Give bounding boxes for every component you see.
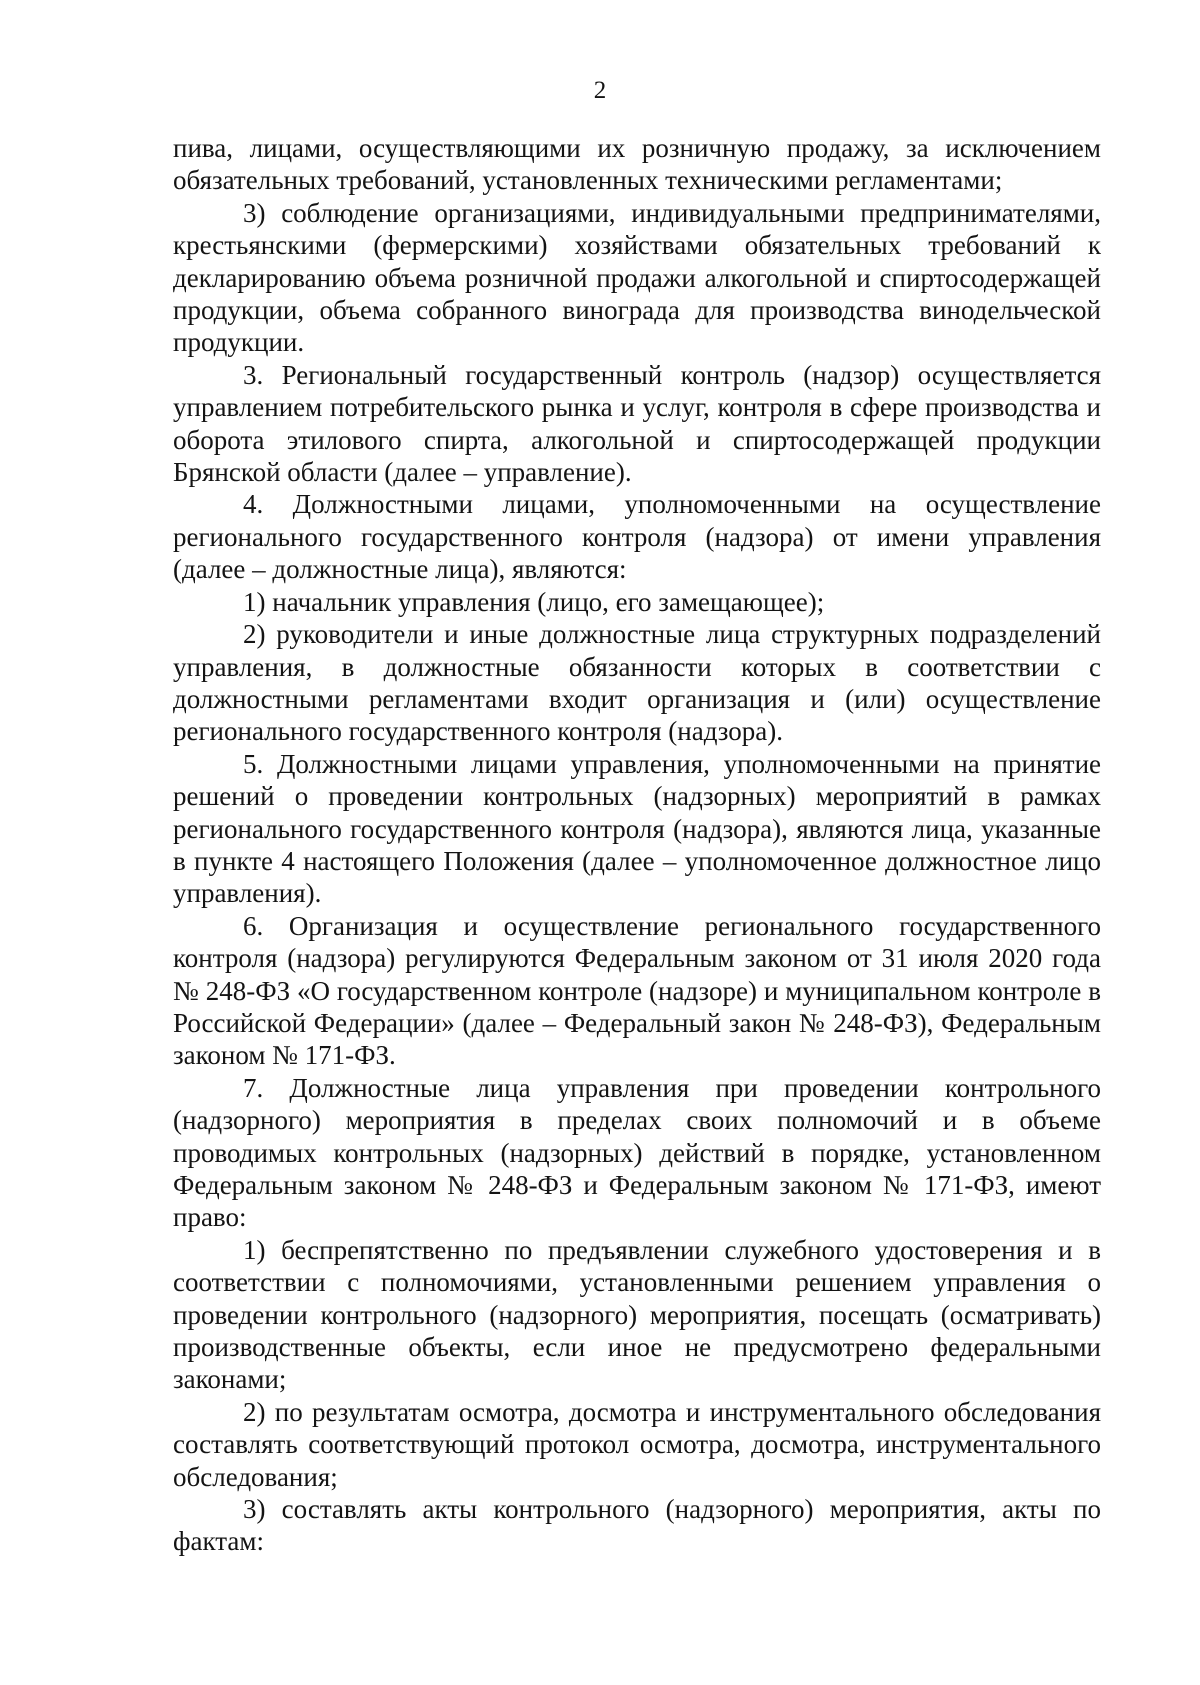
paragraph: 1) начальник управления (лицо, его замещающее);: [243, 586, 825, 617]
paragraph: 4. Должностными лицами, уполномоченными на осуществление регионального государственного контроля (надзора) от имени управления (далее – должностные лица), являются:: [173, 489, 1101, 585]
paragraph: 3) составлять акты контрольного (надзорного) мероприятия, акты по фактам:: [173, 1494, 1101, 1557]
document-body: [173, 132, 1101, 1558]
paragraph: пива, лицами, осуществляющими их розничную продажу, за исключением обязательных требований, установленных техническими регламентами;: [173, 133, 1101, 196]
paragraph: 3. Региональный государственный контроль (надзор) осуществляется управлением потребительского рынка и услуг, контроля в сфере производства и оборота этилового спирта, алкогольной и спиртосодержащей продукции Брянской области (далее – управление).: [173, 359, 1101, 488]
page-number: 2: [593, 77, 607, 104]
paragraph: 6. Организация и осуществление регионального государственного контроля (надзора) регулируются Федеральным законом от 31 июля 2020 года № 248-ФЗ «О государственном контроле (надзоре) и муниципальном контроле в Российской Федерации» (далее – Федеральный закон № 248-ФЗ), Федеральным законом № 171-ФЗ.: [173, 910, 1101, 1071]
paragraph: 2) по результатам осмотра, досмотра и инструментального обследования составлять соответствующий протокол осмотра, досмотра, инструментального обследования;: [173, 1396, 1101, 1492]
paragraph: 7. Должностные лица управления при проведении контрольного (надзорного) мероприятия в пределах своих полномочий и в объеме проводимых контрольных (надзорных) действий в порядке, установленном Федеральным законом № 248-ФЗ и Федеральным законом № 171-ФЗ, имеют право:: [173, 1072, 1101, 1233]
paragraph: 3) соблюдение организациями, индивидуальными предпринимателями, крестьянскими (фермерскими) хозяйствами обязательных требований к декларированию объема розничной продажи алкогольной и спиртосодержащей продукции, объема собранного винограда для производства винодельческой продукции.: [173, 197, 1101, 358]
paragraph: 1) беспрепятственно по предъявлении служебного удостоверения и в соответствии с полномочиями, установленными решением управления о проведении контрольного (надзорного) мероприятия, посещать (осматривать) производственные объекты, если иное не предусмотрено федеральными законами;: [173, 1234, 1101, 1395]
paragraph: 2) руководители и иные должностные лица структурных подразделений управления, в должностные обязанности которых в соответствии с должностными регламентами входит организация и (или) осуществление регионального государственного контроля (надзора).: [173, 619, 1101, 747]
paragraph: 5. Должностными лицами управления, уполномоченными на принятие решений о проведении контрольных (надзорных) мероприятий в рамках регионального государственного контроля (надзора), являются лица, указанные в пункте 4 настоящего Положения (далее – уполномоченное должностное лицо управления).: [173, 748, 1101, 909]
